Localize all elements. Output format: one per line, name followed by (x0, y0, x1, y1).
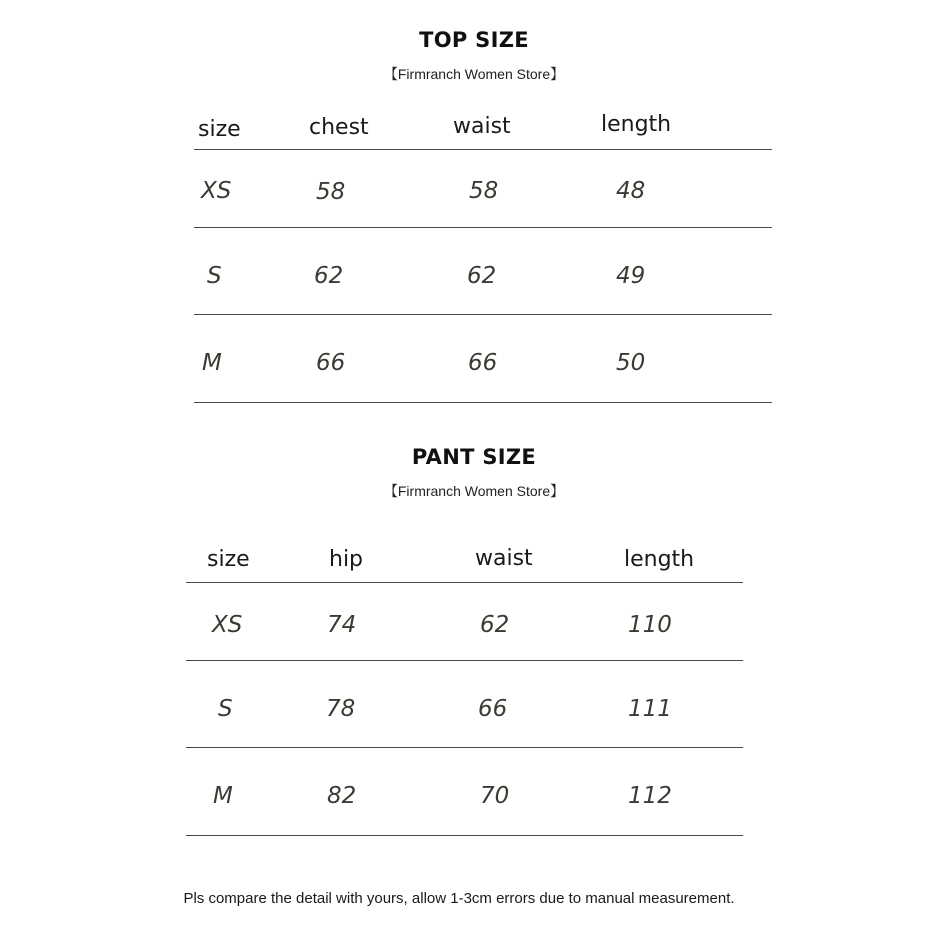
pant-header-waist: waist (475, 546, 533, 571)
pant-row-hip: 82 (327, 783, 357, 809)
pant-row-waist: 70 (480, 783, 510, 809)
pant-row-waist: 66 (478, 696, 508, 722)
top-row-waist: 62 (467, 263, 497, 289)
row-divider (194, 227, 772, 228)
top-row-chest: 58 (316, 179, 346, 205)
top-row-size: XS (201, 178, 232, 204)
top-header-length: length (601, 112, 672, 137)
top-header-divider (194, 149, 772, 150)
top-header-chest: chest (309, 115, 369, 140)
top-row-size: M (202, 350, 222, 376)
pant-row-hip: 78 (326, 696, 356, 722)
pant-row-length: 112 (628, 783, 672, 809)
pant-header-divider (186, 582, 743, 583)
pant-row-length: 111 (628, 696, 672, 722)
top-row-length: 50 (616, 350, 646, 376)
row-divider (194, 314, 772, 315)
pant-row-size: S (218, 696, 233, 722)
pant-row-waist: 62 (480, 612, 510, 638)
measurement-note: Pls compare the detail with yours, allow 1-3cm errors due to manual measurement. (183, 890, 735, 907)
top-row-length: 49 (616, 263, 646, 289)
top-row-waist: 66 (468, 350, 498, 376)
top-row-chest: 62 (314, 263, 344, 289)
top-row-waist: 58 (469, 178, 499, 204)
top-header-size: size (198, 117, 241, 142)
top-size-store-label: 【Firmranch Women Store】 (383, 66, 565, 82)
pant-row-size: XS (212, 612, 243, 638)
pant-row-size: M (213, 783, 233, 809)
pant-size-title: PANT SIZE (411, 445, 537, 469)
top-size-title: TOP SIZE (419, 28, 529, 52)
top-row-chest: 66 (316, 350, 346, 376)
pant-header-hip: hip (329, 547, 364, 572)
row-divider (186, 835, 743, 836)
row-divider (186, 660, 743, 661)
top-header-waist: waist (453, 114, 511, 139)
pant-header-length: length (624, 547, 695, 572)
pant-header-size: size (207, 547, 250, 572)
top-row-size: S (207, 263, 222, 289)
row-divider (194, 402, 772, 403)
pant-row-length: 110 (628, 612, 672, 638)
top-row-length: 48 (616, 178, 646, 204)
pant-row-hip: 74 (327, 612, 357, 638)
row-divider (186, 747, 743, 748)
pant-size-store-label: 【Firmranch Women Store】 (383, 483, 565, 499)
